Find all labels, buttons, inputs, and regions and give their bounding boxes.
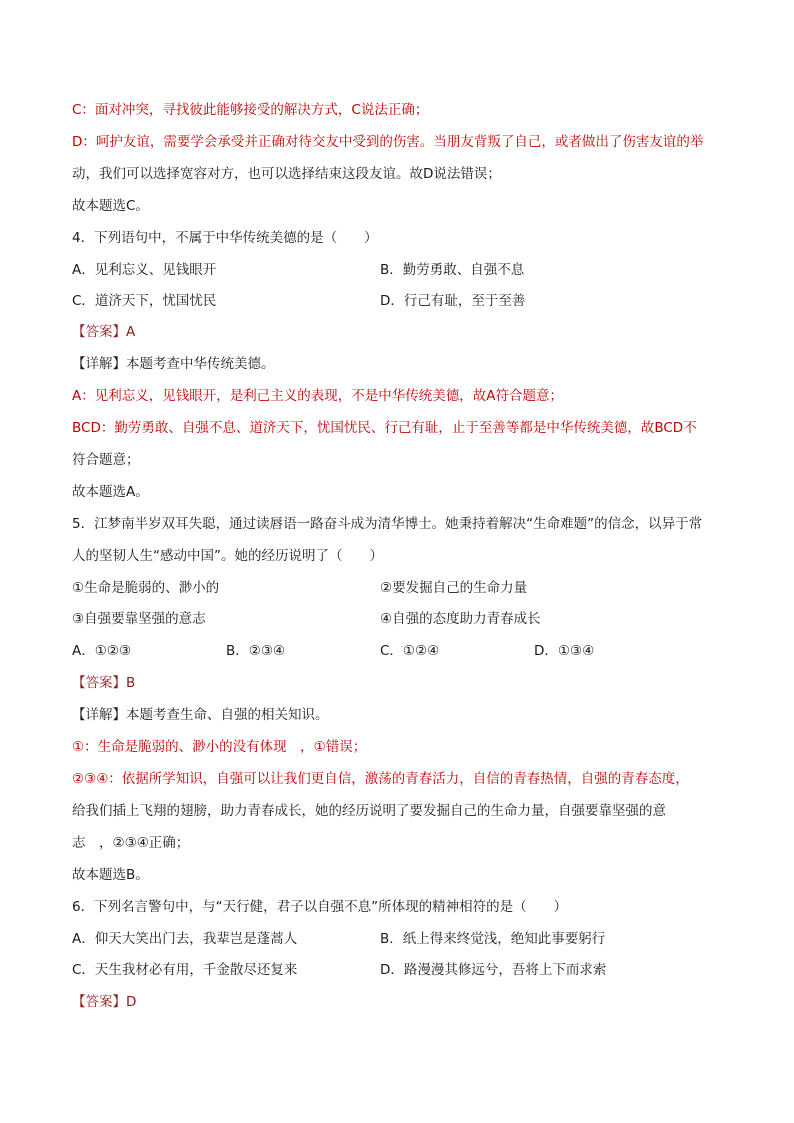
question-5-option-a: A．①②③ <box>72 643 132 659</box>
analysis-option-d-line1: D：呵护友谊，需要学会承受并正确对待交友中受到的伤害。当朋友背叛了自己，或者做出了伤害友谊的举 <box>72 134 704 150</box>
question-4-detail-label: 【详解】本题考查中华传统美德。 <box>72 356 275 372</box>
question-5-conclusion: 故本题选B。 <box>72 867 149 883</box>
question-5-stem-line1: 5．江梦南半岁双耳失聪，通过读唇语一路奋斗成为清华博士。她秉持着解决“生命难题”的信念，以异于常 <box>72 516 703 532</box>
question-4-option-c: C．道济天下，忧国忧民 <box>72 293 217 309</box>
analysis-option-d-line2: 动，我们可以选择宽容对方，也可以选择结束这段友谊。故D说法错误； <box>72 166 501 182</box>
question-4-option-a: A．见利忘义、见钱眼开 <box>72 262 217 278</box>
question-6-option-b: B．纸上得来终觉浅，绝知此事要躬行 <box>380 931 606 947</box>
question-4-analysis-bcd-line1: BCD：勤劳勇敢、自强不息、道济天下，忧国忧民、行己有耻，止于至善等都是中华传统美德，故BCD不 <box>72 420 697 436</box>
question-5-statement-4: ④自强的态度助力青春成长 <box>380 611 541 627</box>
question-4-stem: 4．下列语句中，不属于中华传统美德的是（ ） <box>72 230 378 246</box>
question-4-conclusion: 故本题选A。 <box>72 484 149 500</box>
question-5-option-d: D．①③④ <box>534 643 595 659</box>
question-5-answer: 【答案】B <box>72 675 136 691</box>
question-4-option-d: D．行己有耻，至于至善 <box>380 293 526 309</box>
question-6-answer: 【答案】D <box>72 994 137 1010</box>
analysis-option-c: C：面对冲突，寻找彼此能够接受的解决方式，C说法正确； <box>72 102 429 118</box>
question-5-detail-label: 【详解】本题考查生命、自强的相关知识。 <box>72 707 329 723</box>
question-5-analysis-line4: 志 ，②③④正确； <box>72 835 190 851</box>
question-5-statement-1: ①生命是脆弱的、渺小的 <box>72 580 220 596</box>
question-6-option-a: A．仰天大笑出门去，我辈岂是蓬蒿人 <box>72 931 298 947</box>
question-5-statement-2: ②要发掘自己的生命力量 <box>380 580 528 596</box>
question-6-option-d: D．路漫漫其修远兮，吾将上下而求索 <box>380 962 607 978</box>
question-5-stem-line2: 人的坚韧人生“感动中国”。她的经历说明了（ ） <box>72 548 383 564</box>
question-5-analysis-line2: ②③④：依据所学知识，自强可以让我们更自信，激荡的青春活力，自信的青春热情，自强的青春态度， <box>72 771 689 787</box>
question-4-analysis-bcd-line2: 符合题意； <box>72 452 140 468</box>
question-5-analysis-line3: 给我们插上飞翔的翅膀，助力青春成长，她的经历说明了要发掘自己的生命力量，自强要靠坚强的意 <box>72 803 666 819</box>
question-5-statement-3: ③自强要靠坚强的意志 <box>72 611 206 627</box>
analysis-conclusion: 故本题选C。 <box>72 198 149 214</box>
question-6-option-c: C．天生我材必有用，千金散尽还复来 <box>72 962 298 978</box>
question-5-option-c: C．①②④ <box>380 643 440 659</box>
question-5-analysis-line1: ①：生命是脆弱的、渺小的没有体现 ，①错误； <box>72 739 367 755</box>
question-6-stem: 6．下列名言警句中，与“天行健，君子以自强不息”所体现的精神相符的是（ ） <box>72 899 568 915</box>
question-4-analysis-a: A：见利忘义，见钱眼开，是利己主义的表现，不是中华传统美德，故A符合题意； <box>72 388 563 404</box>
question-4-option-b: B．勤劳勇敢、自强不息 <box>380 262 525 278</box>
question-5-option-b: B．②③④ <box>226 643 286 659</box>
question-4-answer: 【答案】A <box>72 324 136 340</box>
